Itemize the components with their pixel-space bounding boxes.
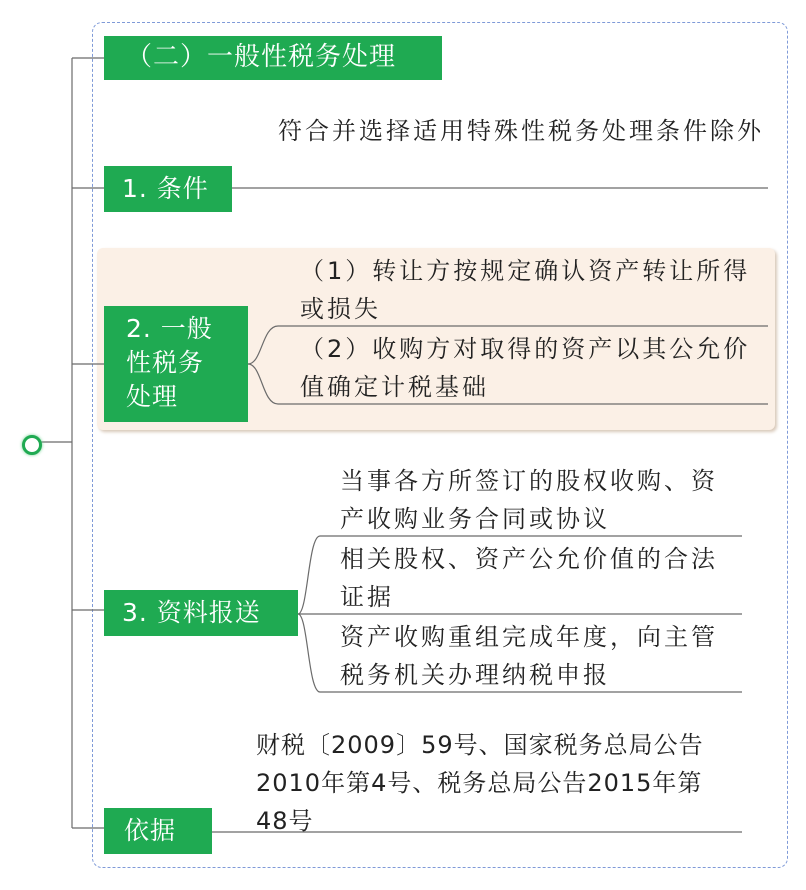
basis-text: 财税〔2009〕59号、国家税务总局公告2010年第4号、税务总局公告2015年第48号 (256, 731, 704, 835)
materials-item-1: 当事各方所签订的股权收购、资产收购业务合同或协议 (340, 467, 718, 533)
treatment-item-1: （1）转让方按规定确认资产转让所得或损失 (300, 257, 751, 323)
branch-general-treatment[interactable] (104, 306, 248, 422)
branch-general-treatment-label: 2. 一般性税务处理 (126, 314, 213, 411)
title-node[interactable] (104, 36, 442, 80)
title-text: （二）一般性税务处理 (126, 42, 397, 72)
branch-materials-label: 3. 资料报送 (122, 598, 261, 627)
branch-conditions-label: 1. 条件 (122, 174, 209, 203)
materials-item-3: 资产收购重组完成年度，向主管税务机关办理纳税申报 (340, 623, 718, 689)
branch-basis[interactable] (104, 808, 212, 854)
treatment-item-2: （2）收购方对取得的资产以其公允价值确定计税基础 (300, 335, 751, 401)
root-node-icon[interactable] (22, 435, 42, 455)
branch-materials[interactable] (104, 590, 298, 636)
materials-item-2: 相关股权、资产公允价值的合法证据 (340, 545, 718, 611)
branch-basis-label: 依据 (124, 816, 177, 845)
condition-text: 符合并选择适用特殊性税务处理条件除外 (278, 117, 764, 145)
branch-conditions[interactable] (104, 166, 232, 212)
